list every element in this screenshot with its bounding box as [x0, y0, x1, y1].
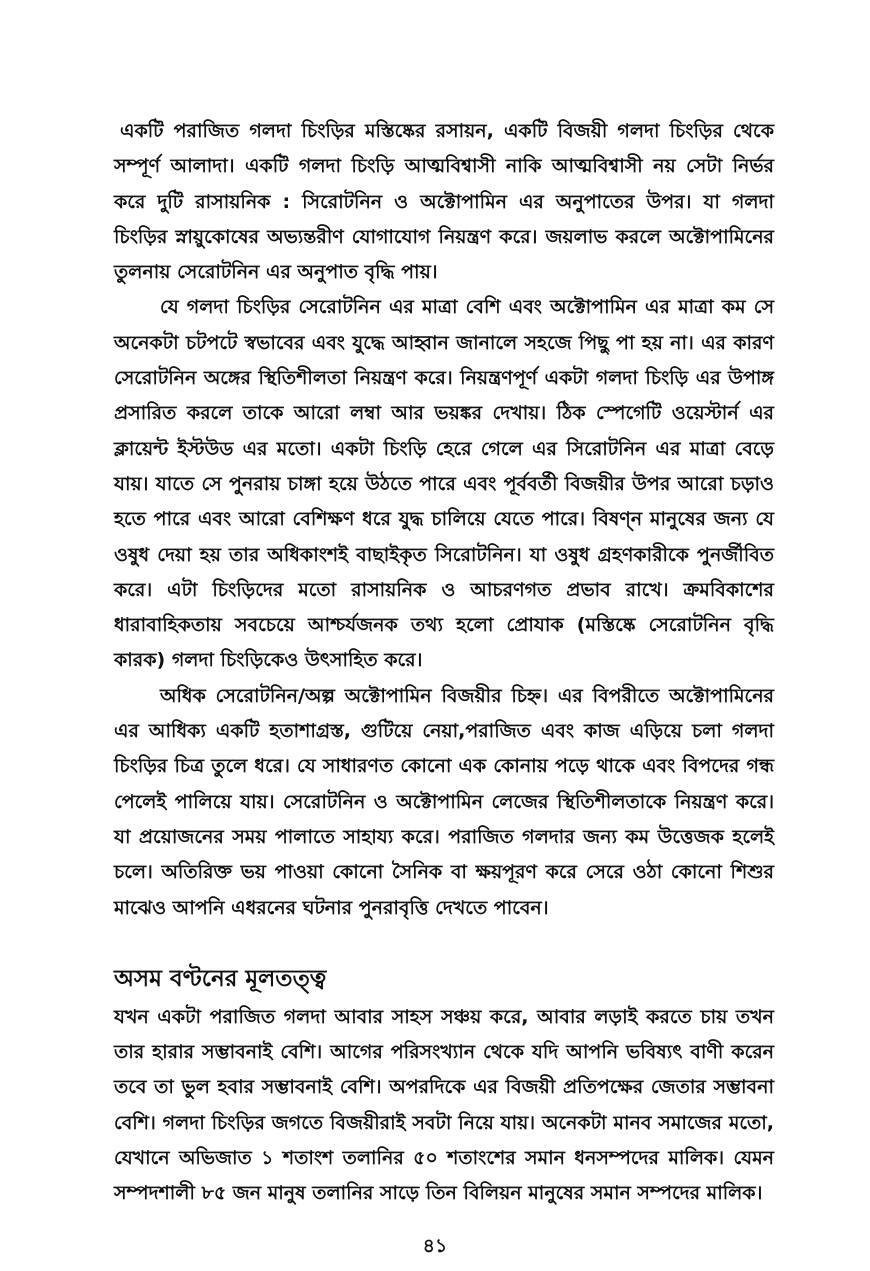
paragraph-1: একটি পরাজিত গলদা চিংড়ির মস্তিষ্কের রসায়ন, একটি বিজয়ী গলদা চিংড়ির থেকে সম্পূর্ণ আলাদা। একটি গলদা চিংড়ি আত্মবিশ্বাসী নাকি আত্মবিশ্বাসী নয় সেটা নির্ভর করে দুটি রাসায়নিক : সিরোটনিন ও অক্টোপামিন এর অনুপাতের উপর। যা গলদা চিংড়ির স্নায়ুকোষের অভ্যন্তরীণ যোগাযোগ নিয়ন্ত্রণ করে। জয়লাভ করলে অক্টোপামিনের তুলনায় সেরোটনিন এর অনুপাত বৃদ্ধি পায়।	[114, 120, 774, 284]
page-number: ৪১	[422, 1235, 448, 1257]
section-paragraph: যখন একটা পরাজিত গলদা আবার সাহস সঞ্চয় করে, আবার লড়াই করতে চায় তখন তার হারার সম্ভাবনাই বেশি। আগের পরিসংখ্যান থেকে যদি আপনি ভবিষ্যৎ বাণী করেন তবে তা ভুল হবার সম্ভাবনাই বেশি। অপরদিকে এর বিজয়ী প্রতিপক্ষের জেতার সম্ভাবনা বেশি। গলদা চিংড়ির জগতে বিজয়ীরাই সবটা নিয়ে যায়। অনেকটা মানব সমাজের মতো, যেখানে অভিজাত ১ শতাংশ তলানির ৫০ শতাংশের সমান ধনসম্পদের মালিক। যেমন সম্পদশালী ৮৫ জন মানুষ তলানির সাড়ে তিন বিলিয়ন মানুষের সমান সম্পদের মালিক।	[114, 1005, 774, 1205]
page-body	[114, 114, 774, 1212]
paragraph-3: অধিক সেরোটনিন/অল্প অক্টোপামিন বিজয়ীর চিহ্ন। এর বিপরীতে অক্টোপামিনের এর আধিক্য একটি হতাশাগ্রস্ত, গুটিয়ে নেয়া,পরাজিত এবং কাজ এড়িয়ে চলা গলদা চিংড়ির চিত্র তুলে ধরে। যে সাধারণত কোনো এক কোনায় পড়ে থাকে এবং বিপদের গন্ধ পেলেই পালিয়ে যায়। সেরোটনিন ও অক্টোপামিন লেজের স্থিতিশীলতাকে নিয়ন্ত্রণ করে। যা প্রয়োজনের সময় পালাতে সাহায্য করে। পরাজিত গলদার জন্য কম উত্তেজক হলেই চলে। অতিরিক্ত ভয় পাওয়া কোনো সৈনিক বা ক্ষয়পূরণ করে সেরে ওঠা কোনো শিশুর মাঝেও আপনি এধরনের ঘটনার পুনরাবৃত্তি দেখতে পাবেন।	[114, 684, 774, 919]
paragraph-2: যে গলদা চিংড়ির সেরোটনিন এর মাত্রা বেশি এবং অক্টোপামিন এর মাত্রা কম সে অনেকটা চটপটে স্বভাবের এবং যুদ্ধে আহ্বান জানালে সহজে পিছু পা হয় না। এর কারণ সেরোটনিন অঙ্গের স্থিতিশীলতা নিয়ন্ত্রণ করে। নিয়ন্ত্রণপূর্ণ একটা গলদা চিংড়ি এর উপাঙ্গ প্রসারিত করলে তাকে আরো লম্বা আর ভয়ঙ্কর দেখায়। ঠিক স্পেগেটি ওয়েস্টার্ন এর ক্লায়েন্ট ইস্টউড এর মতো। একটা চিংড়ি হেরে গেলে এর সিরোটনিন এর মাত্রা বেড়ে যায়। যাতে সে পুনরায় চাঙ্গা হয়ে উঠতে পারে এবং পূর্ববর্তী বিজয়ীর উপর আরো চড়াও হতে পারে এবং আরো বেশিক্ষণ ধরে যুদ্ধ চালিয়ে যেতে পারে। বিষণ্ন মানুষের জন্য যে ওষুধ দেয়া হয় তার অধিকাংশই বাছাইকৃত সিরোটনিন। যা ওষুধ গ্রহণকারীকে পুনর্জীবিত করে। এটা চিংড়িদের মতো রাসায়নিক ও আচরণগত প্রভাব রাখে। ক্রমবিকাশের ধারাবাহিকতায় সবচেয়ে আশ্চর্যজনক তথ্য হলো প্রোযাক (মস্তিষ্কে সেরোটনিন বৃদ্ধি কারক) গলদা চিংড়িকেও উৎসাহিত করে।	[114, 296, 774, 672]
section-heading: অসম বণ্টনের মূলতত্ত্ব	[114, 965, 327, 992]
